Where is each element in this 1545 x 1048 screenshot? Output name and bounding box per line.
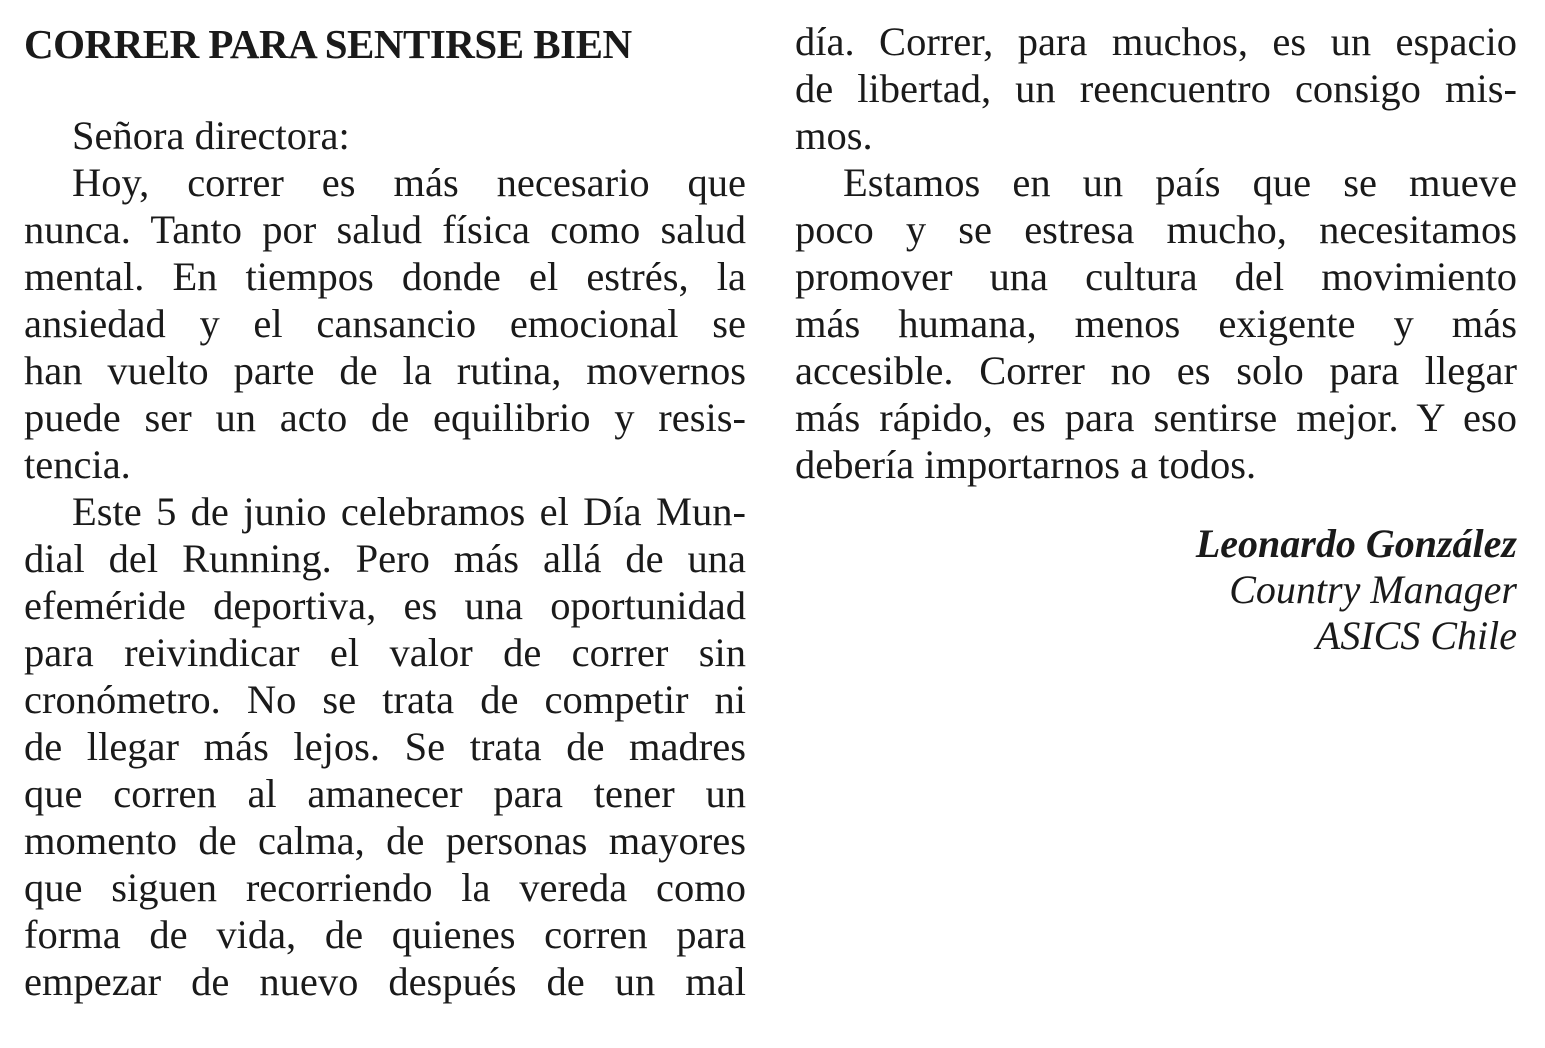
- text-line: promover una cultura del movimiento: [795, 254, 1517, 299]
- signature-role: Country Manager: [1229, 567, 1517, 612]
- text-line: debería importarnos a todos.: [795, 442, 1257, 487]
- right-column: [795, 18, 1517, 659]
- left-column: [24, 18, 746, 1005]
- text-line: cronómetro. No se trata de competir ni: [24, 677, 746, 722]
- text-line: dial del Running. Pero más allá de una: [24, 536, 746, 581]
- text-line: mental. En tiempos donde el estrés, la: [24, 254, 746, 299]
- text-line: que corren al amanecer para tener un: [24, 771, 746, 816]
- text-line: que siguen recorriendo la vereda como: [24, 865, 746, 910]
- text-line: Este 5 de junio celebramos el Día Mun-: [72, 489, 746, 534]
- text-line: de libertad, un reencuentro consigo mis-: [795, 66, 1517, 111]
- text-line: más rápido, es para sentirse mejor. Y eso: [795, 395, 1517, 440]
- right-column-body: [795, 18, 1517, 488]
- text-line: empezar de nuevo después de un mal: [24, 959, 746, 1004]
- text-line: mos.: [795, 113, 873, 158]
- text-line: puede ser un acto de equilibrio y resis-: [24, 395, 746, 440]
- text-line: día. Correr, para muchos, es un espacio: [795, 19, 1517, 64]
- text-line: de llegar más lejos. Se trata de madres: [24, 724, 746, 769]
- signature-name: Leonardo González: [1195, 521, 1517, 566]
- signature-block: [795, 520, 1517, 659]
- text-line: más humana, menos exigente y más: [795, 301, 1517, 346]
- text-line: efeméride deportiva, es una oportunidad: [24, 583, 746, 628]
- text-line: nunca. Tanto por salud física como salud: [24, 207, 746, 252]
- text-line: accesible. Correr no es solo para llegar: [795, 348, 1517, 393]
- text-line: Estamos en un país que se mueve: [843, 160, 1517, 205]
- text-line: para reivindicar el valor de correr sin: [24, 630, 746, 675]
- text-line: ansiedad y el cansancio emocional se: [24, 301, 746, 346]
- left-column-body: [24, 112, 746, 1005]
- text-line: Hoy, correr es más necesario que: [72, 160, 746, 205]
- headline: CORRER PARA SENTIRSE BIEN: [24, 21, 632, 67]
- text-line: poco y se estresa mucho, necesitamos: [795, 207, 1517, 252]
- signature-organization: ASICS Chile: [1315, 613, 1517, 658]
- text-line: tencia.: [24, 442, 131, 487]
- text-line: han vuelto parte de la rutina, movernos: [24, 348, 746, 393]
- text-line: Señora directora:: [72, 113, 350, 158]
- text-line: forma de vida, de quienes corren para: [24, 912, 746, 957]
- text-line: momento de calma, de personas mayores: [24, 818, 746, 863]
